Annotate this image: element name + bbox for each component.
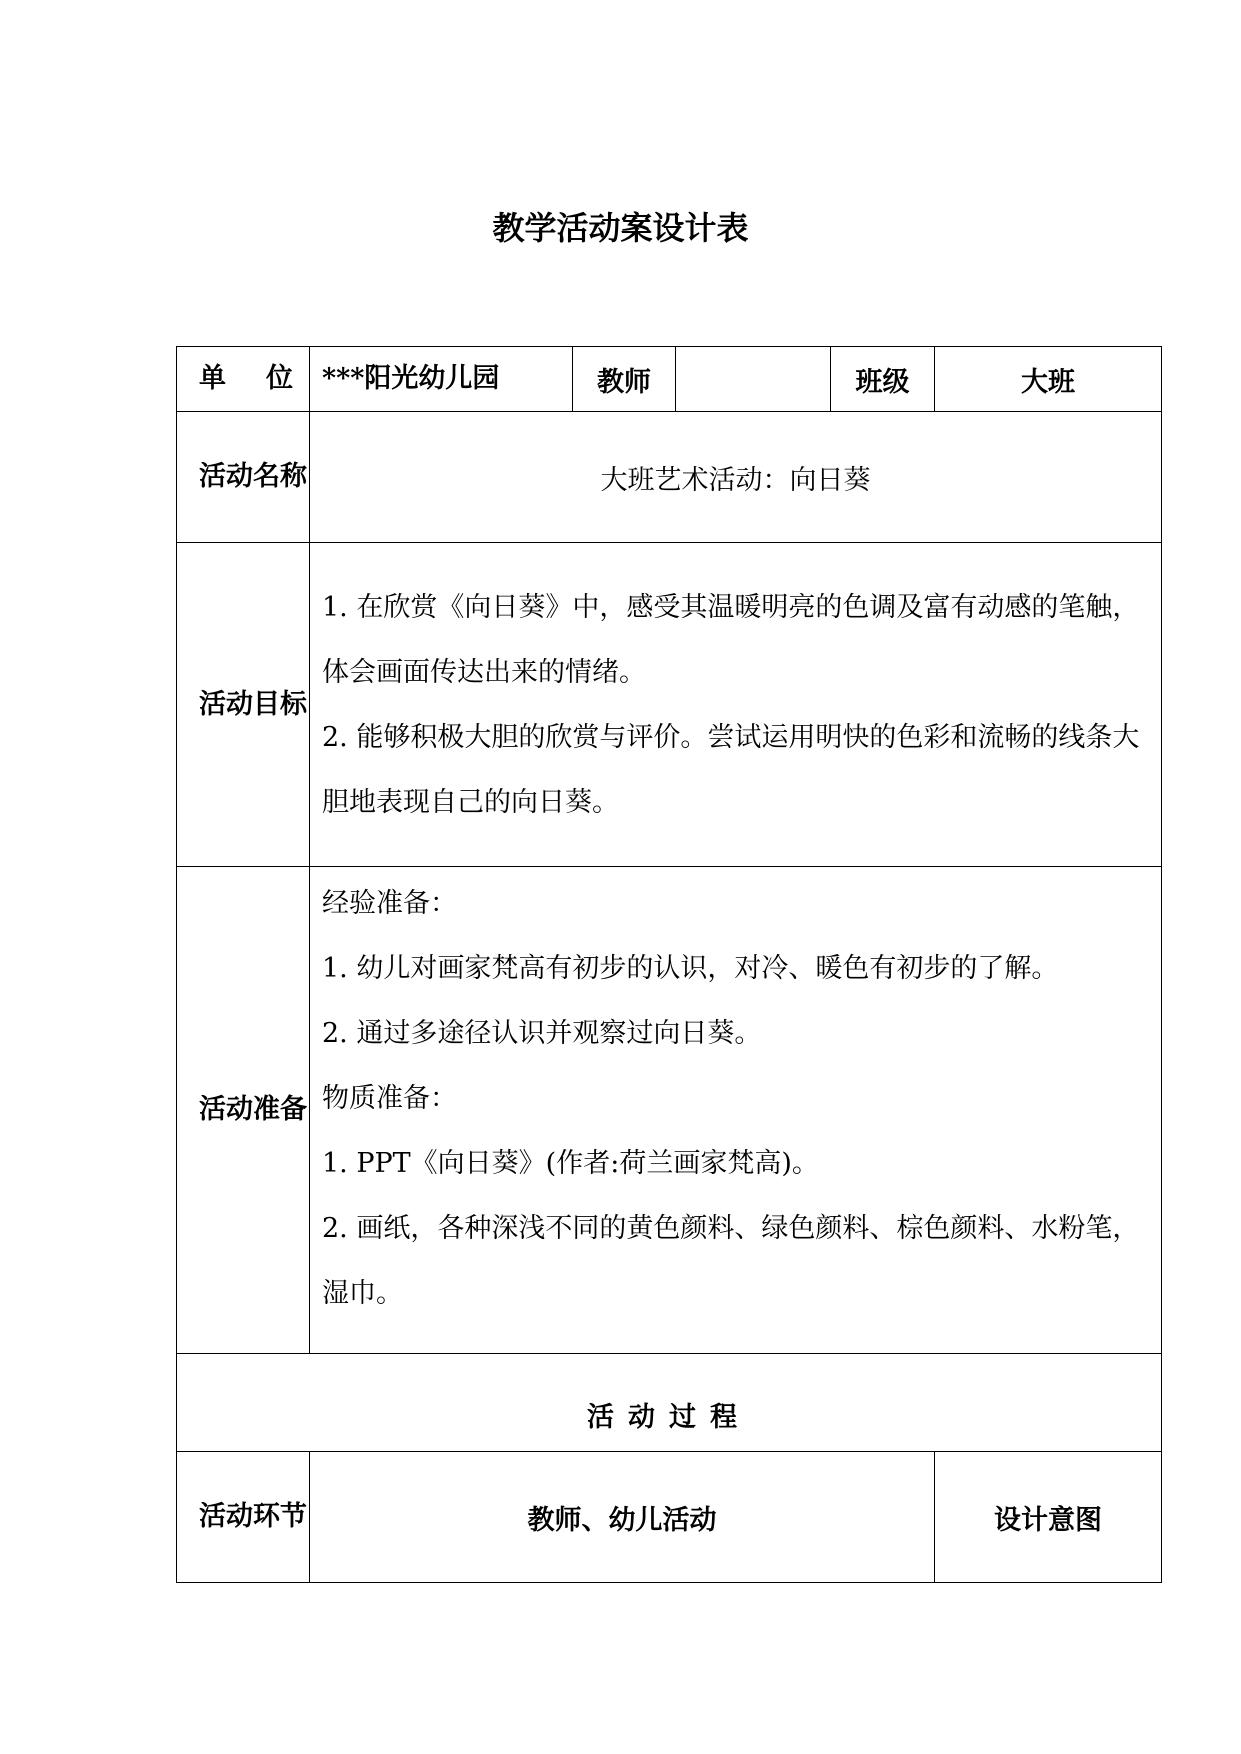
lesson-plan-table <box>176 346 1162 1583</box>
activity-name-value: 大班艺术活动：向日葵 <box>310 412 1162 543</box>
activity-goals-content <box>310 543 1162 867</box>
teacher-label: 教师 <box>573 347 676 412</box>
teacher-value <box>676 347 831 412</box>
activity-goals-row <box>177 543 1162 867</box>
preparation-line: 2. 画纸，各种深浅不同的黄色颜料、绿色颜料、棕色颜料、水粉笔，湿巾。 <box>322 1213 1140 1309</box>
preparation-line: 2. 通过多途径认识并观察过向日葵。 <box>322 1018 762 1049</box>
unit-value: ***阳光幼儿园 <box>310 347 573 412</box>
preparation-line: 1. PPT《向日葵》(作者:荷兰画家梵高)。 <box>322 1148 819 1179</box>
process-columns-row <box>177 1452 1162 1583</box>
unit-label-b: 位 <box>266 363 293 394</box>
activity-name-row <box>177 412 1162 543</box>
activity-name-label: 活动名称 <box>177 412 310 543</box>
preparation-line: 1. 幼儿对画家梵高有初步的认识，对冷、暖色有初步的了解。 <box>322 953 1059 984</box>
activity-preparation-content <box>310 867 1162 1354</box>
class-label: 班级 <box>831 347 935 412</box>
goal-item: 1. 在欣赏《向日葵》中，感受其温暖明亮的色调及富有动感的笔触，体会画面传达出来的情绪。 <box>322 591 1140 688</box>
header-row <box>177 347 1162 412</box>
preparation-line: 经验准备： <box>322 888 457 919</box>
stage-column-header: 活动环节 <box>177 1452 310 1583</box>
unit-label <box>177 347 310 412</box>
activity-column-header: 教师、幼儿活动 <box>310 1452 935 1583</box>
page-title: 教学活动案设计表 <box>492 209 749 247</box>
activity-goals-label: 活动目标 <box>177 543 310 867</box>
unit-label-a: 单 <box>199 363 226 394</box>
goal-item: 2. 能够积极大胆的欣赏与评价。尝试运用明快的色彩和流畅的线条大胆地表现自己的向日葵。 <box>322 721 1140 818</box>
process-heading: 活动过程 <box>177 1354 1162 1452</box>
class-value: 大班 <box>935 347 1162 412</box>
process-heading-row <box>177 1354 1162 1452</box>
intent-column-header: 设计意图 <box>935 1452 1162 1583</box>
activity-preparation-label: 活动准备 <box>177 867 310 1354</box>
preparation-line: 物质准备： <box>322 1083 457 1114</box>
activity-preparation-row <box>177 867 1162 1354</box>
